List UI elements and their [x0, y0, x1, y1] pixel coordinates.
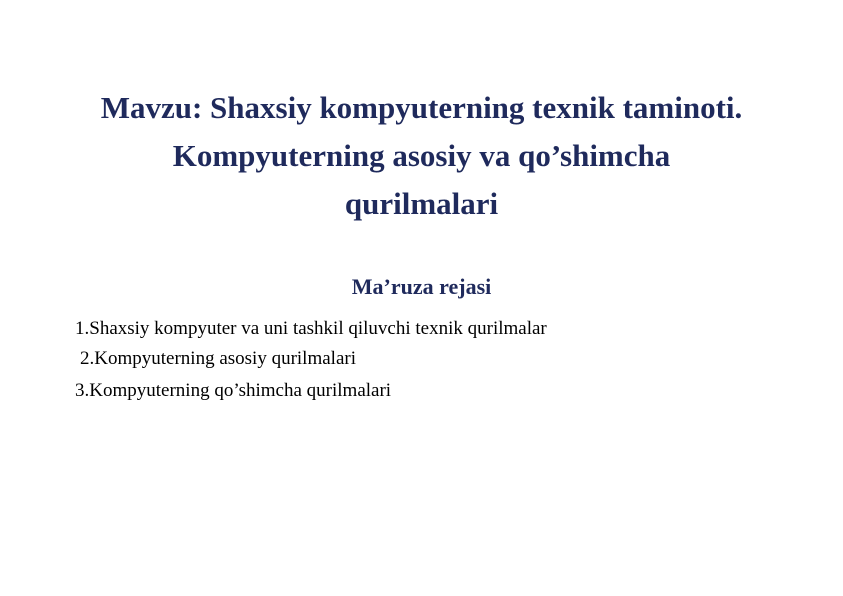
title-line-1: Mavzu: Shaxsiy kompyuterning texnik taminoti. [100, 90, 743, 125]
plan-item-2: 2.Kompyuterning asosiy qurilmalari [80, 348, 356, 369]
title-line-3: qurilmalari [344, 186, 499, 221]
plan-heading: Ma’ruza rejasi [351, 274, 492, 299]
title-line-2: Kompyuterning asosiy va qo’shimcha [172, 138, 671, 173]
plan-item-3: 3.Kompyuterning qo’shimcha qurilmalari [75, 380, 392, 401]
page-title [0, 84, 843, 228]
plan-item-1: 1.Shaxsiy kompyuter va uni tashkil qiluvchi texnik qurilmalar [75, 318, 547, 339]
